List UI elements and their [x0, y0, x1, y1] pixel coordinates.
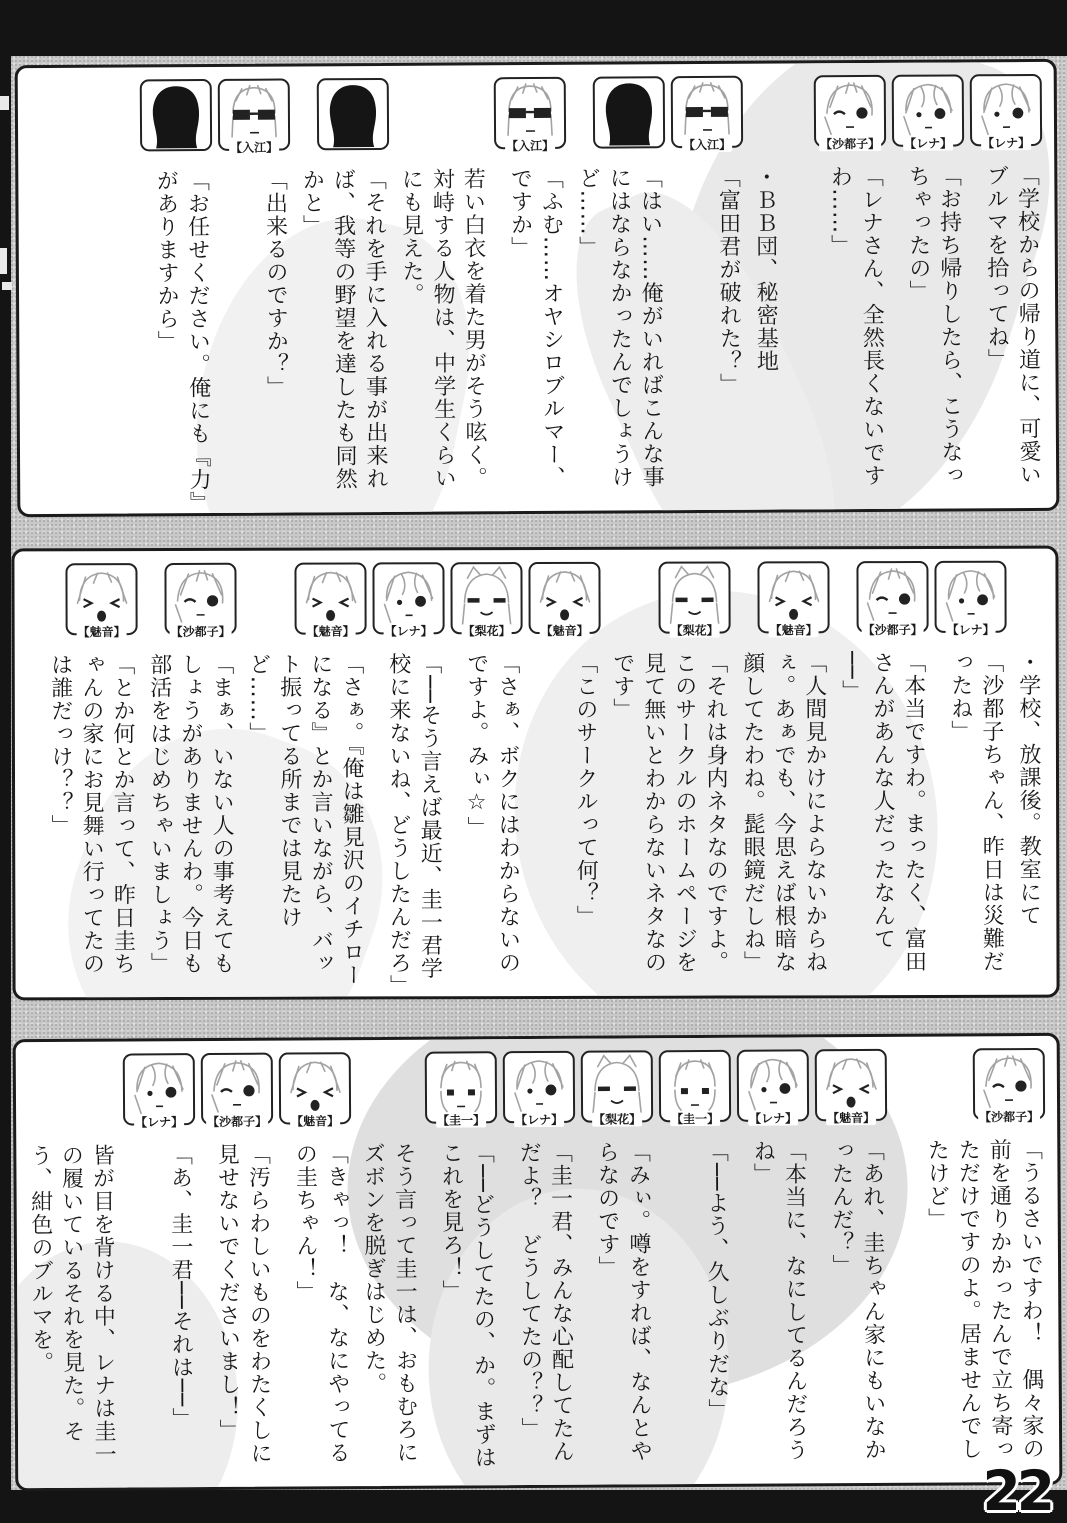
character-face-icon — [975, 1050, 1043, 1118]
dialogue-text: 「さぁ、ボクにはわからないのですよ。みぃ☆」 — [463, 652, 521, 975]
narration-text: そう言って圭一は、おもむろにズボンを脱ぎはじめた。 — [360, 1141, 419, 1464]
portrait-mion-icon — [279, 1052, 351, 1129]
portrait-mion-icon — [757, 561, 829, 638]
portrait-slot — [450, 562, 522, 646]
portrait-slot — [581, 1050, 654, 1134]
dialogue-entry — [815, 1049, 890, 1475]
dialogue-text: 「──よう、久しぶりだな」 — [703, 1139, 730, 1422]
dialogue-text: 「とか何とか言って、昨日圭ちゃんの家にお見舞い行ってたのは誰だっけ？？」 — [47, 653, 136, 976]
speaker-label: 【レナ】 — [946, 622, 995, 637]
portrait-silhouette-icon — [140, 79, 212, 151]
speaker-label: 【魅音】 — [291, 1114, 340, 1129]
dialogue-text: 「本当に、なにしてるんだろうね」 — [750, 1139, 809, 1462]
speaker-label: 【沙都子】 — [979, 1109, 1040, 1125]
dialogue-entry — [970, 74, 1045, 500]
panel-2-entries — [22, 561, 1044, 998]
narration-entry — [357, 1052, 422, 1478]
dialogue-text: 「みぃ。噂をすれば、なんとやらなのです」 — [594, 1140, 653, 1463]
portrait-rena-icon — [892, 74, 964, 151]
dialogue-entry — [892, 74, 967, 500]
portrait-rena-icon — [737, 1049, 809, 1126]
portrait-slot — [419, 1052, 420, 1136]
portrait-slot — [934, 561, 1006, 645]
portrait-slot — [488, 77, 489, 161]
character-face-icon — [505, 1053, 573, 1121]
dialogue-text: 「まぁ、いない人の事考えてもしょうがありませんわ。今日も部活をはじめちゃいましょう」 — [146, 652, 235, 976]
portrait-slot — [294, 562, 366, 646]
print-speck — [0, 96, 9, 110]
character-face-icon — [817, 1051, 885, 1119]
speaker-label: 【梨花】 — [462, 624, 511, 639]
portrait-satoko-icon — [856, 561, 928, 638]
character-face-icon — [972, 76, 1040, 144]
dialogue-entry — [372, 562, 445, 998]
portrait-mion-icon — [65, 563, 137, 640]
portrait-keiichi-icon — [425, 1051, 497, 1128]
dialogue-entry — [659, 1050, 734, 1476]
portrait-rena-icon — [123, 1053, 195, 1130]
narration-text: 皆が目を背ける中、レナは圭一の履いているそれを見た。そう、紺色のブルマを。 — [27, 1143, 117, 1466]
character-face-icon — [759, 563, 827, 631]
character-face-icon — [496, 79, 564, 147]
portrait-silhouette-icon — [593, 76, 665, 148]
character-face-icon — [530, 564, 598, 632]
portrait-slot — [503, 1051, 576, 1135]
speaker-label: 【レナ】 — [749, 1111, 798, 1126]
dialogue-entry — [921, 1048, 1048, 1475]
portrait-slot — [117, 1054, 118, 1138]
portrait-slot — [780, 76, 781, 160]
speaker-label: 【沙都子】 — [170, 624, 231, 639]
dialogue-entry — [44, 563, 138, 989]
narration-text: 若い白衣を着た男がそう呟く。対峙する人物は、中学生くらいにも見えた。 — [398, 167, 488, 490]
speaker-label: 【沙都子】 — [862, 622, 923, 638]
portrait-rena-icon — [970, 74, 1042, 151]
dialogue-entry — [814, 75, 889, 501]
character-face-icon — [595, 78, 663, 146]
dialogue-text: 「さぁ。『俺は雛見沢のイチローになる』とか言いながら、バット振ってる所までは見たけど……」 — [245, 652, 365, 987]
speaker-label: 【レナ】 — [135, 1115, 184, 1130]
portrait-slot — [218, 79, 291, 163]
character-face-icon — [296, 564, 364, 632]
portrait-slot — [815, 1049, 888, 1133]
portrait-slot — [528, 562, 600, 646]
dialogue-entry — [279, 1052, 354, 1478]
dialogue-text: 「あれ、圭ちゃん家にもいなかったんだ？」 — [828, 1138, 887, 1462]
portrait-slot — [372, 562, 444, 646]
speaker-label: 【レナ】 — [904, 136, 953, 151]
speaker-label: 【圭一】 — [671, 1111, 720, 1127]
character-face-icon — [936, 563, 1004, 631]
speaker-label: 【沙都子】 — [820, 136, 881, 152]
dialogue-text: 「富田君が破れた？」 — [715, 165, 742, 396]
character-face-icon — [203, 1055, 271, 1123]
portrait-satoko-icon — [973, 1048, 1045, 1125]
dialogue-text: 「出来るのですか？」 — [262, 168, 289, 399]
dialogue-text: 「人間見かけによらないからねぇ。あぁでも、今思えば根暗な顔してたわね。髭眼鏡だしね」 — [739, 651, 828, 974]
portrait-slot — [593, 76, 666, 160]
dialogue-entry — [835, 561, 929, 987]
dialogue-entry — [218, 79, 293, 505]
dialogue-entry — [671, 76, 746, 502]
speaker-label: 【魅音】 — [769, 623, 818, 638]
dialogue-text: 「はい……俺がいればこんな事にはならなかったんでしょうけど……」 — [575, 166, 665, 489]
dialogue-entry — [606, 561, 731, 987]
character-face-icon — [583, 1052, 651, 1120]
character-face-icon — [67, 565, 135, 633]
narration-text: ・ＢＢ団、秘密基地 — [752, 165, 779, 373]
dialogue-entry — [425, 1051, 500, 1477]
dialogue-text: 「あ、圭一君──それは──」 — [167, 1143, 195, 1431]
speaker-label: 【魅音】 — [306, 624, 355, 639]
dialogue-entry — [450, 562, 523, 988]
portrait-satoko-icon — [814, 75, 886, 152]
portrait-rika-icon — [581, 1050, 653, 1127]
portrait-irie-icon — [218, 79, 290, 155]
dialogue-text: 「うるさいですわ！ 偶々家の前を通りかかったんで立ち寄っただけですのよ。居ませんでしたけど」 — [924, 1137, 1045, 1461]
panel-3-entries — [24, 1048, 1048, 1480]
character-face-icon — [894, 76, 962, 144]
dialogue-entry — [201, 1053, 276, 1479]
dialogue-entry — [296, 78, 392, 505]
character-face-icon — [281, 1054, 349, 1122]
character-face-icon — [166, 565, 234, 633]
portrait-rena-icon — [372, 562, 444, 639]
portrait-slot — [814, 75, 887, 159]
portrait-satoko-icon — [201, 1053, 273, 1130]
portrait-keiichi-icon — [659, 1050, 731, 1127]
portrait-slot — [671, 76, 744, 160]
narration-text: ・学校、放課後。教室にて — [1015, 650, 1042, 927]
dialogue-text: 「レナさん、全然長くないですわ……」 — [827, 164, 886, 488]
portrait-silhouette-icon — [317, 78, 389, 150]
dialogue-entry — [736, 561, 830, 987]
portrait-slot — [856, 561, 928, 645]
speaker-label: 【入江】 — [683, 137, 732, 153]
print-speck — [0, 248, 7, 274]
dialogue-entry — [581, 1050, 656, 1476]
character-face-icon — [427, 1053, 495, 1121]
narration-entry — [1012, 561, 1044, 987]
portrait-slot — [164, 563, 236, 647]
dialogue-text: 「沙都子ちゃん、昨日は災難だったね」 — [947, 650, 1005, 973]
dialogue-text: 「──どうしてたの、か。まずはこれを見ろ！」 — [438, 1141, 497, 1469]
character-face-icon — [858, 563, 926, 631]
portrait-irie-icon — [671, 76, 743, 153]
dialogue-text: 「お任せください。俺にも『力』がありますから」 — [153, 168, 212, 504]
panel-1 — [15, 59, 1060, 517]
portrait-rena-icon — [503, 1051, 575, 1128]
narration-entry — [395, 77, 491, 504]
dialogue-entry — [503, 1051, 578, 1477]
dialogue-text: 「それは身内ネタなのですよ。このサークルのホームページを見て無いとわからないネタなのです」 — [609, 651, 729, 974]
print-speck — [2, 282, 12, 290]
speaker-label: 【魅音】 — [827, 1110, 876, 1126]
dialogue-text: 「ふむ……オヤシロブルマー、ですか」 — [507, 166, 566, 489]
dialogue-text: 「きゃっ！ な、なにやってるの圭ちゃん！」 — [292, 1142, 351, 1465]
character-face-icon — [660, 563, 728, 631]
speaker-label: 【レナ】 — [515, 1112, 564, 1128]
panel-2 — [11, 546, 1059, 1001]
portrait-slot — [317, 78, 390, 162]
portrait-rika-icon — [658, 561, 730, 638]
portrait-rena-icon — [934, 561, 1006, 637]
portrait-mion-icon — [528, 562, 600, 638]
speaker-label: 【梨花】 — [670, 623, 719, 638]
dialogue-text: 「──そう言えば最近、圭一君学校に来ないね、どうしたんだろ」 — [385, 652, 443, 998]
portrait-slot — [659, 1050, 732, 1134]
speaker-label: 【梨花】 — [593, 1112, 642, 1127]
dialogue-text: 「汚らわしいものをわたくしに見せないでくださいまし！」 — [214, 1142, 273, 1465]
panel-3 — [13, 1033, 1063, 1491]
narration-entry — [24, 1054, 120, 1481]
portrait-mion-icon — [294, 562, 366, 639]
panel-1-entries — [26, 74, 1045, 506]
speaker-label: 【入江】 — [506, 138, 555, 154]
portrait-slot — [279, 1052, 352, 1136]
page-number: 22 — [982, 1459, 1051, 1523]
speaker-label: 【魅音】 — [540, 623, 589, 638]
dialogue-entry — [528, 562, 601, 988]
dialogue-entry — [143, 563, 237, 989]
dialogue-entry — [934, 561, 1007, 987]
dialogue-entry — [572, 76, 668, 503]
character-face-icon — [816, 77, 884, 145]
speaker-label: 【入江】 — [230, 140, 279, 155]
portrait-slot — [494, 77, 567, 161]
dialogue-text: 「このサークルって何？」 — [572, 651, 599, 928]
character-face-icon — [125, 1055, 193, 1123]
speaker-label: 【沙都子】 — [207, 1114, 268, 1130]
dialogue-entry — [140, 79, 215, 505]
portrait-slot — [201, 1053, 274, 1137]
character-face-icon — [220, 81, 288, 149]
portrait-mion-icon — [815, 1049, 887, 1126]
portrait-slot — [425, 1051, 498, 1135]
character-face-icon — [739, 1051, 807, 1119]
portrait-irie-icon — [494, 77, 566, 154]
dialogue-text: 「本当ですわ。まったく、富田さんがあんな人だったなんて──」 — [838, 650, 927, 974]
character-face-icon — [673, 78, 741, 146]
dialogue-entry — [242, 562, 367, 988]
speaker-label: 【レナ】 — [384, 624, 433, 639]
portrait-slot — [140, 79, 213, 163]
dialogue-entry — [494, 77, 569, 503]
portrait-slot — [658, 561, 730, 645]
dialogue-text: 「お持ち帰りしたら、こうなっちゃったの」 — [905, 164, 964, 487]
portrait-slot — [65, 563, 137, 647]
portrait-satoko-icon — [164, 563, 236, 639]
dialogue-text: 「学校からの帰り道に、可愛いブルマを拾ってね」 — [983, 163, 1042, 487]
narration-entry — [749, 76, 783, 502]
portrait-rika-icon — [450, 562, 522, 639]
character-face-icon — [452, 564, 520, 632]
portrait-slot — [123, 1053, 196, 1137]
portrait-slot — [737, 1049, 810, 1133]
character-face-icon — [142, 81, 210, 149]
character-face-icon — [319, 80, 387, 148]
dialogue-text: 「圭一君、みんな心配してたんだよ？ どうしてたの？？」 — [516, 1140, 575, 1463]
speaker-label: 【レナ】 — [982, 135, 1031, 151]
portrait-slot — [892, 74, 965, 158]
dialogue-entry — [737, 1049, 812, 1475]
speaker-label: 【魅音】 — [77, 625, 126, 640]
character-face-icon — [374, 564, 442, 632]
dialogue-entry — [123, 1053, 198, 1479]
portrait-slot — [757, 561, 829, 645]
speaker-label: 【圭一】 — [437, 1113, 486, 1128]
portrait-slot — [973, 1048, 1046, 1132]
dialogue-text: 「それを手に入れる事が出来れば、我等の野望を達したも同然かと」 — [299, 167, 389, 491]
portrait-slot — [970, 74, 1043, 158]
character-face-icon — [661, 1052, 729, 1120]
